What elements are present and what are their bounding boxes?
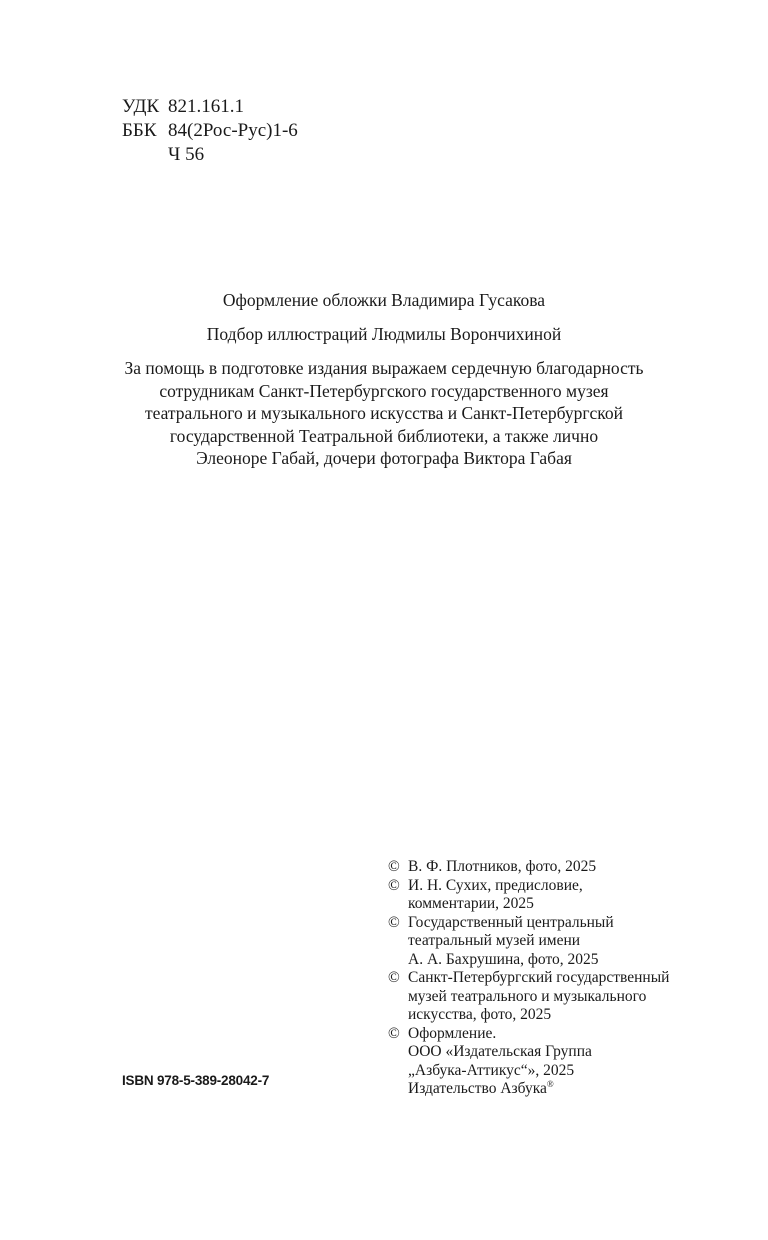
author-mark-row	[122, 143, 298, 167]
author-mark: Ч 56	[168, 144, 205, 165]
acknowledgment-line: государственной Театральной библиотеки, а также лично	[169, 425, 599, 446]
bbk-row	[122, 119, 298, 143]
copyright-line: В. Ф. Плотников, фото, 2025	[408, 858, 597, 875]
copyright-item	[388, 858, 708, 877]
classification-block	[122, 95, 298, 167]
copyright-item	[388, 877, 708, 914]
copyright-line: комментарии, 2025	[408, 895, 534, 912]
copyright-icon: ©	[388, 969, 400, 986]
copyright-line: Санкт-Петербургский государственный	[408, 969, 670, 986]
copyright-icon: ©	[388, 1024, 400, 1042]
udk-value: 821.161.1	[168, 96, 244, 117]
copyright-line: И. Н. Сухих, предисловие,	[408, 876, 583, 894]
acknowledgment-line: За помощь в подготовке издания выражаем сердечную благодарность	[124, 358, 644, 378]
acknowledgment-line: Элеоноре Габай, дочери фотографа Виктора Габая	[196, 448, 572, 468]
copyright-block	[388, 858, 708, 1099]
acknowledgment-line: сотрудникам Санкт-Петербургского государственного музея	[159, 380, 609, 401]
copyright-item	[388, 1025, 708, 1099]
udk-row	[122, 95, 298, 119]
udk-label: УДК	[122, 96, 160, 117]
acknowledgment-line: театрального и музыкального искусства и Санкт-Петербургской	[144, 403, 624, 423]
isbn: ISBN 978-5-389-28042-7	[122, 1073, 270, 1088]
copyright-item	[388, 969, 708, 1025]
copyright-icon: ©	[388, 876, 400, 894]
copyright-item	[388, 914, 708, 970]
publisher-line	[408, 1080, 592, 1099]
illustrations-credit: Подбор иллюстраций Людмилы Ворончихиной	[206, 324, 562, 344]
copyright-line: театральный музей имени	[408, 932, 581, 949]
copyright-icon: ©	[388, 913, 400, 931]
bbk-value: 84(2Рос-Рус)1-6	[168, 120, 298, 141]
copyright-line: „Азбука-Аттикус“», 2025	[408, 1061, 575, 1079]
copyright-line: ООО «Издательская Группа	[408, 1043, 592, 1060]
copyright-line: искусства, фото, 2025	[408, 1006, 552, 1023]
copyright-line: Государственный центральный	[408, 913, 614, 931]
publisher-name: Издательство Азбука	[408, 1080, 547, 1097]
acknowledgment-paragraph	[110, 357, 658, 470]
copyright-icon: ©	[388, 858, 400, 875]
copyright-line: А. А. Бахрушина, фото, 2025	[408, 950, 599, 968]
bbk-label: ББК	[122, 120, 157, 141]
cover-design-credit: Оформление обложки Владимира Гусакова	[222, 290, 546, 310]
registered-mark-icon: ®	[546, 1078, 554, 1089]
copyright-line: Оформление.	[408, 1024, 497, 1042]
copyright-line: музей театрального и музыкального	[408, 987, 647, 1005]
